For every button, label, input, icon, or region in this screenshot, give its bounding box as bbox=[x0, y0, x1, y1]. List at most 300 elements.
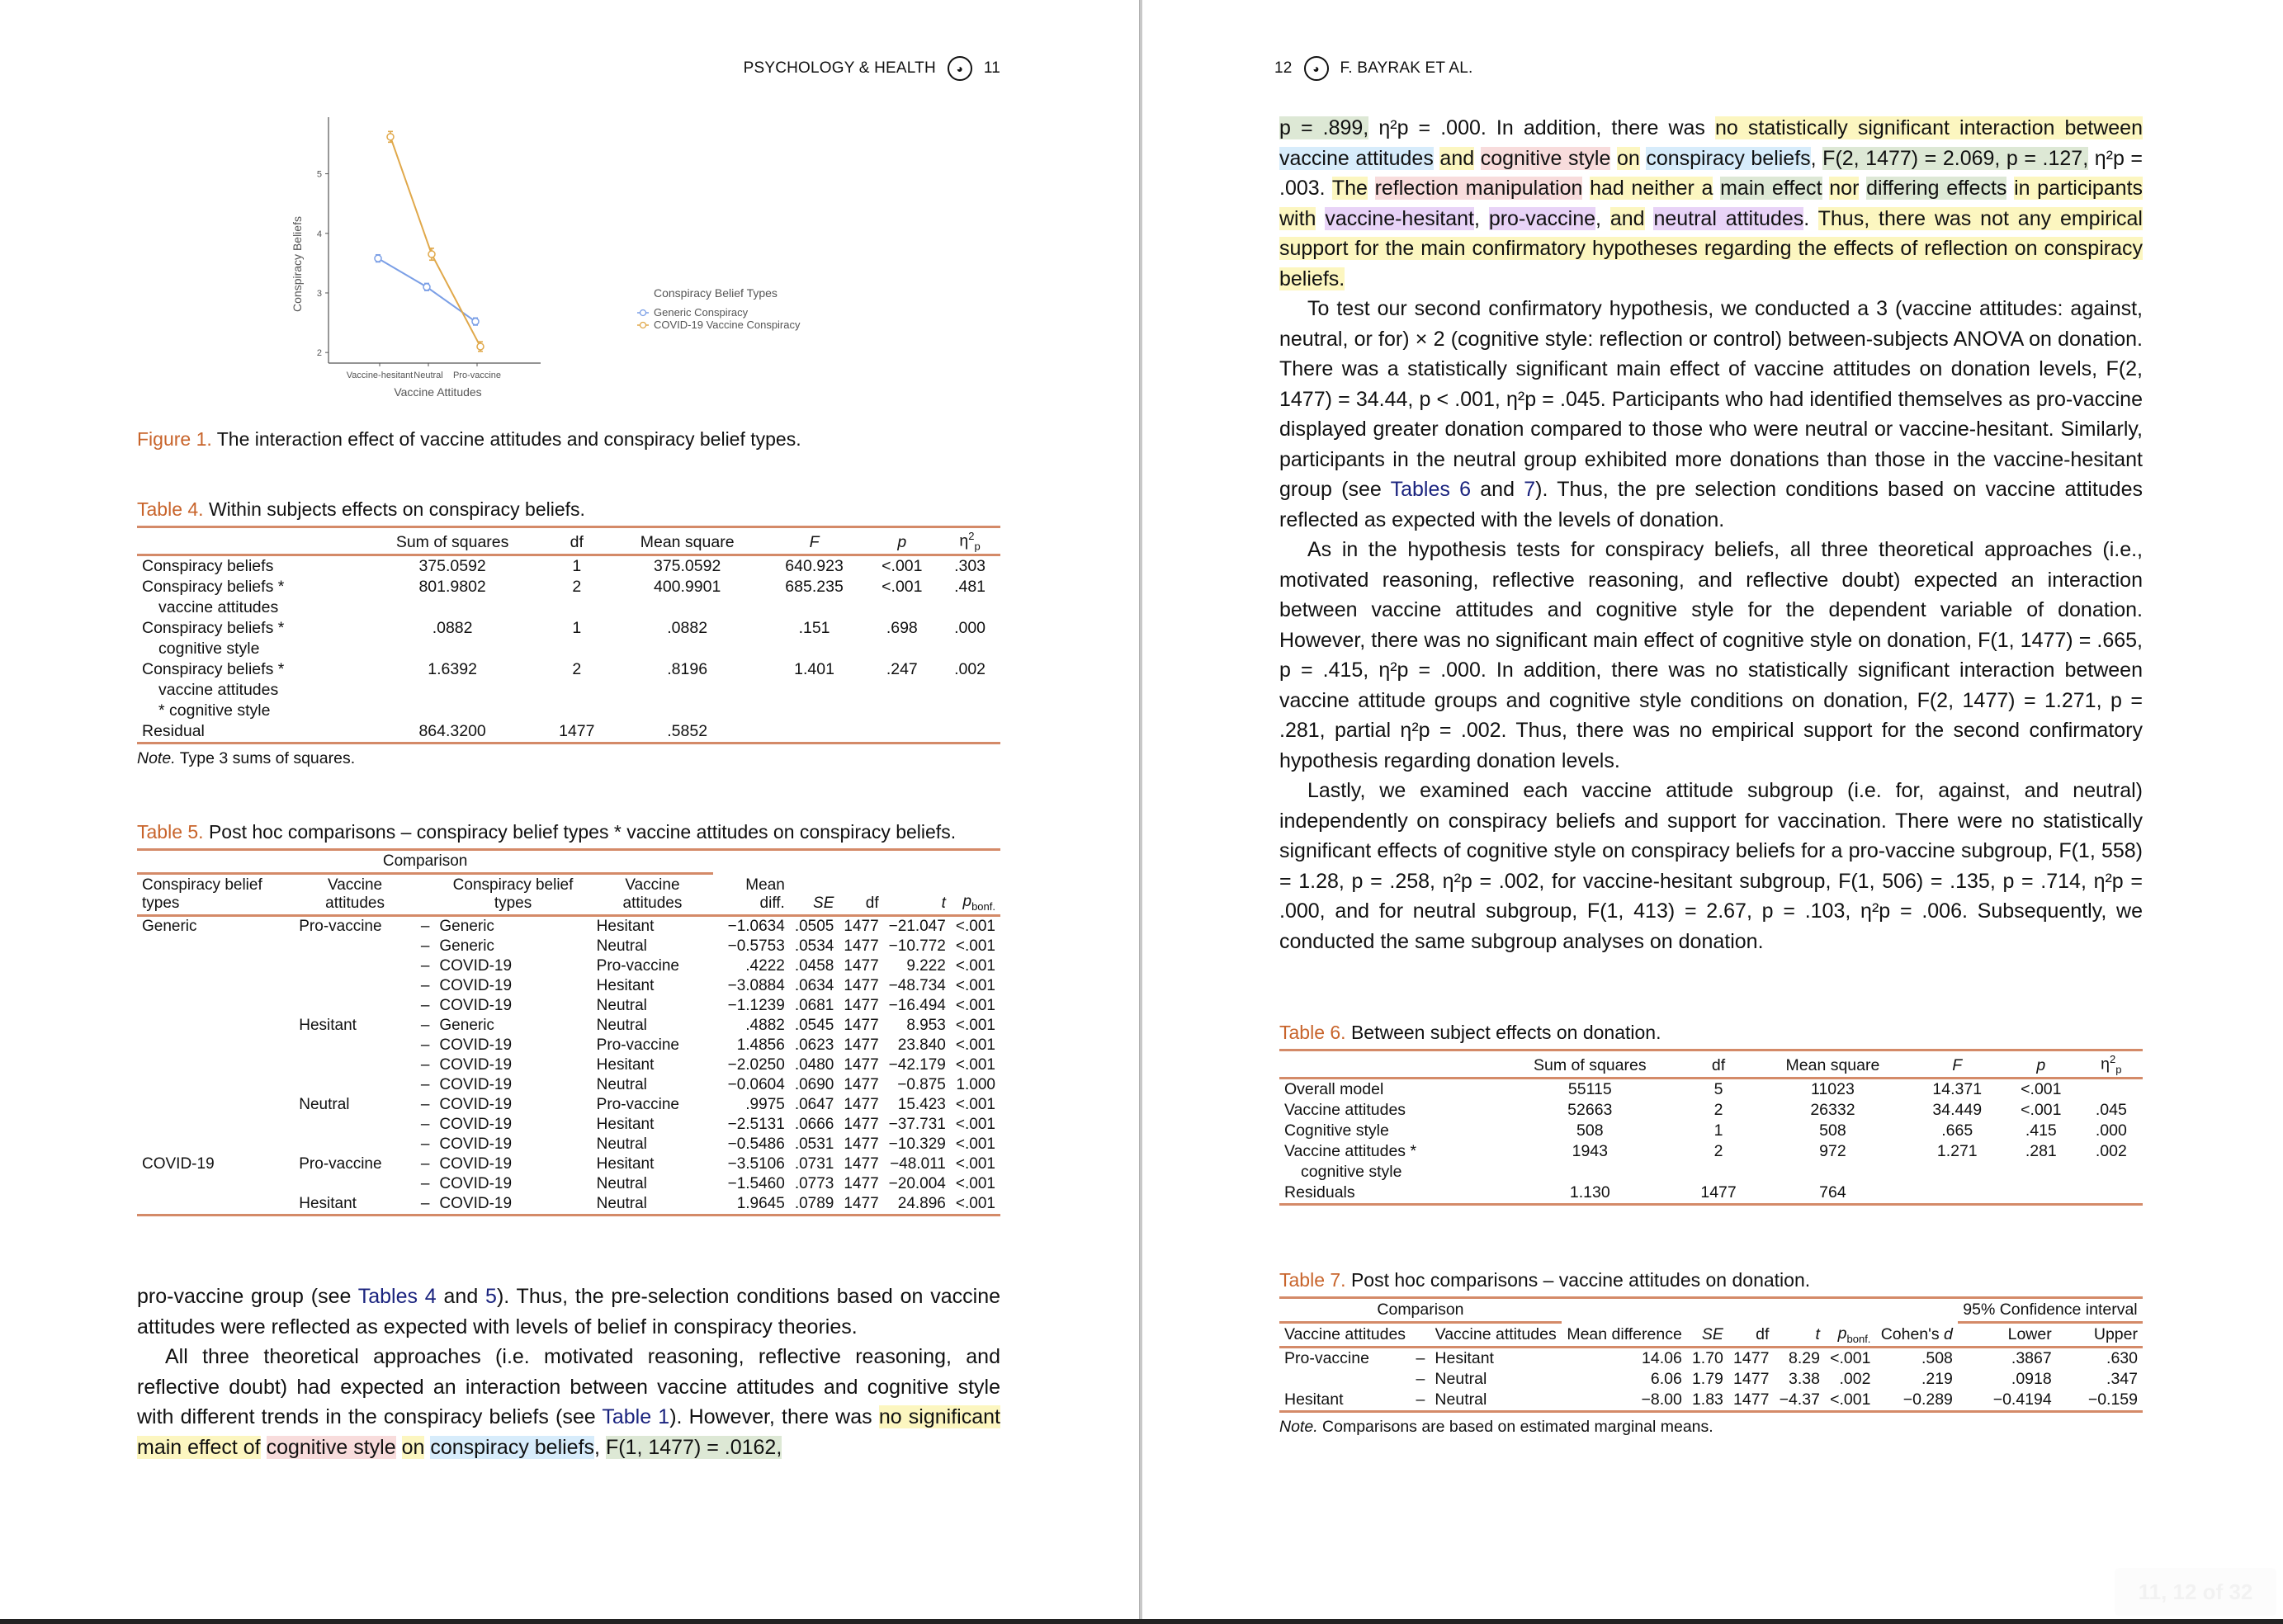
table-cell: −48.734 bbox=[888, 977, 946, 994]
table-cell: .281 bbox=[2025, 1142, 2057, 1161]
legend-entry: Generic Conspiracy bbox=[654, 306, 749, 319]
table-cell: 1.83 bbox=[1691, 1390, 1723, 1409]
table-cell: 1.000 bbox=[956, 1076, 995, 1093]
highlight-yellow[interactable]: nor bbox=[1829, 177, 1860, 200]
table-cell: – bbox=[420, 957, 430, 975]
table-cell: .0681 bbox=[794, 997, 834, 1014]
table-cell: Pro-vaccine bbox=[299, 918, 382, 935]
row-label: cognitive style bbox=[1301, 1163, 1402, 1182]
highlight-green[interactable]: F(2, 1477) = 2.069, p = .127, bbox=[1822, 146, 2089, 170]
column-header bbox=[1279, 1050, 1496, 1079]
table-cell: 14.371 bbox=[1932, 1080, 1983, 1099]
table-cell bbox=[137, 1095, 294, 1115]
table-5 bbox=[137, 821, 1000, 1216]
row-label: Cognitive style bbox=[1284, 1121, 1389, 1140]
data-point bbox=[472, 319, 479, 325]
column-header: Mean square bbox=[640, 533, 735, 552]
table-6-label: Table 6. bbox=[1279, 1022, 1346, 1043]
table-cell: 1477 bbox=[844, 1195, 879, 1212]
table-row bbox=[137, 976, 1000, 996]
table-row bbox=[137, 577, 1000, 597]
highlight-red[interactable]: cognitive style bbox=[266, 1435, 396, 1459]
table-cell: .3867 bbox=[2011, 1349, 2052, 1368]
link-tables-6[interactable]: Tables 6 bbox=[1390, 478, 1472, 501]
table-cell: 55115 bbox=[1567, 1080, 1612, 1099]
table-cell bbox=[362, 639, 543, 659]
y-tick-label: 3 bbox=[316, 288, 322, 299]
table-cell: 1477 bbox=[844, 1036, 879, 1054]
ci-group-header: 95% Confidence interval bbox=[1958, 1298, 2143, 1323]
comparison-group-header: Comparison bbox=[137, 850, 713, 874]
paragraph: To test our second confirmatory hypothesis, we conducted a 3 (vaccine attitudes: against, neutral, or for) × 2 (cognitive style: reflection or control) between-subjects ANOVA on donation. There was a statistically significant main effect of vaccine attitudes on donation levels, F(2, 1477) = 34.44, p < .001, η²p = .045. Participants who had identified themselves as pro-vaccine displayed greater donation compared to those who were neutral or vaccine-hesitant. Similarly, participants in the neutral group exhibited more donations than those in the vaccine-hesitant group (see Tables 6 and 7). Thus, the pre selection conditions based on vaccine attitudes reflected as expected with the levels of donation. bbox=[1279, 297, 2143, 531]
table-cell: .630 bbox=[2106, 1349, 2138, 1368]
table-cell: −0.875 bbox=[897, 1076, 946, 1093]
table-cell: 11023 bbox=[1811, 1080, 1855, 1099]
table-cell: 1477 bbox=[844, 1056, 879, 1074]
table-cell: −3.0884 bbox=[727, 977, 785, 994]
page-number: 12 bbox=[1274, 59, 1293, 77]
data-point bbox=[375, 255, 381, 262]
table-6-grid bbox=[1279, 1049, 2143, 1206]
table-cell bbox=[294, 937, 416, 956]
legend-swatch-point bbox=[640, 310, 646, 316]
table-cell: 5 bbox=[1713, 1080, 1723, 1099]
highlight-purple[interactable]: pro-vaccine bbox=[1488, 206, 1596, 230]
table-cell: .0505 bbox=[794, 918, 834, 935]
table-cell bbox=[137, 1174, 294, 1194]
table-row bbox=[1279, 1369, 2143, 1390]
table-cell: .9975 bbox=[745, 1096, 785, 1113]
column-header: SE bbox=[813, 895, 834, 912]
legend-swatch-point bbox=[640, 323, 646, 328]
table-cell: – bbox=[420, 1017, 430, 1034]
highlight-blue[interactable]: conspiracy beliefs bbox=[430, 1435, 595, 1459]
table-row bbox=[137, 618, 1000, 639]
table-cell: 8.29 bbox=[1788, 1349, 1820, 1368]
highlight-yellow[interactable]: Thus, there was not any empirical support for the main confirmatory hypotheses regarding the effects of reflection on conspiracy beliefs. bbox=[1279, 206, 2143, 290]
table-cell: COVID-19 bbox=[439, 997, 513, 1014]
table-cell bbox=[137, 1115, 294, 1135]
x-tick-label: Vaccine-hesitant bbox=[346, 371, 414, 380]
table-cell: 1477 bbox=[844, 957, 879, 975]
table-cell: 1.271 bbox=[1936, 1142, 1978, 1161]
row-label: Vaccine attitudes * bbox=[1284, 1142, 1417, 1161]
table-cell: Neutral bbox=[596, 1076, 647, 1093]
table-cell: Neutral bbox=[1435, 1370, 1487, 1389]
column-header: Upper bbox=[2093, 1325, 2138, 1344]
table-cell: .0634 bbox=[794, 977, 834, 994]
link-table-5[interactable]: 5 bbox=[485, 1285, 497, 1308]
column-header: df bbox=[865, 895, 879, 912]
table-cell bbox=[764, 597, 865, 618]
table-cell: Neutral bbox=[596, 937, 647, 955]
table-cell: 26332 bbox=[1810, 1101, 1855, 1120]
table-cell bbox=[2080, 1079, 2143, 1101]
highlight-yellow[interactable]: no statistically significant interaction between bbox=[1715, 116, 2143, 139]
column-header: $p_{bonf.}$ bbox=[1837, 1324, 1871, 1345]
table-cell: −42.179 bbox=[888, 1056, 946, 1074]
column-header: p bbox=[2036, 1056, 2046, 1075]
table-cell: −4.37 bbox=[1779, 1390, 1820, 1409]
highlight-yellow[interactable]: on bbox=[401, 1435, 425, 1459]
table-cell: COVID-19 bbox=[439, 1135, 513, 1153]
table-cell bbox=[137, 1036, 294, 1055]
highlight-yellow[interactable]: The bbox=[1331, 177, 1368, 200]
row-label: vaccine attitudes bbox=[158, 598, 279, 617]
paragraph: As in the hypothesis tests for conspiracy beliefs, all three theoretical approaches (i.e., motivated reasoning, reflective reasoning, and reflective doubt) expected an interaction between vaccine attitudes and cognitive style for the dependent variable of donation. However, there was no significant main effect of cognitive style on donation, F(1, 1477) = .665, p = .415, η²p = .000. In addition, there was no statistically significant interaction between vaccine attitude groups and cognitive style conditions on donation, F(2, 1477) = 1.271, p = .281, partial η²p = .002. Thus, there was no empirical support for the second confirmatory hypothesis regarding donation levels. bbox=[1279, 538, 2143, 772]
table-cell: .0623 bbox=[794, 1036, 834, 1054]
row-label: vaccine attitudes bbox=[158, 681, 279, 700]
table-cell: .045 bbox=[2095, 1101, 2127, 1120]
highlight-blue[interactable]: conspiracy beliefs bbox=[1646, 146, 1811, 170]
table-cell: 1.70 bbox=[1691, 1349, 1723, 1368]
table-cell: Neutral bbox=[596, 997, 647, 1014]
highlight-yellow[interactable]: and bbox=[1609, 206, 1645, 230]
y-tick-label: 4 bbox=[316, 229, 322, 239]
table-row bbox=[137, 555, 1000, 578]
table-5-title: Post hoc comparisons – conspiracy belief types * vaccine attitudes on conspiracy beliefs. bbox=[208, 821, 957, 843]
table-5-label: Table 5. bbox=[137, 821, 204, 843]
table-row bbox=[137, 680, 1000, 701]
table-cell: .0480 bbox=[794, 1056, 834, 1074]
table-cell: −10.329 bbox=[888, 1135, 946, 1153]
table-cell: .151 bbox=[798, 619, 830, 638]
table-cell: .0647 bbox=[794, 1096, 834, 1113]
table-cell: 1477 bbox=[1733, 1390, 1770, 1409]
highlight-yellow[interactable]: and bbox=[1439, 146, 1475, 170]
table-cell bbox=[1496, 1162, 1684, 1183]
table-cell: – bbox=[1416, 1349, 1425, 1368]
highlight-blue[interactable]: vaccine attitudes bbox=[1279, 146, 1434, 170]
table-cell bbox=[137, 1075, 294, 1095]
table-cell: COVID-19 bbox=[439, 1116, 513, 1133]
table-cell: 1477 bbox=[844, 1135, 879, 1153]
table-cell: <.001 bbox=[955, 1036, 995, 1054]
highlight-green[interactable]: F(1, 1477) = .0162, bbox=[605, 1435, 782, 1459]
table-4-note bbox=[137, 749, 1000, 768]
table-cell: −1.0634 bbox=[727, 918, 785, 935]
table-cell: <.001 bbox=[955, 1195, 995, 1212]
table-cell: 3.38 bbox=[1788, 1370, 1820, 1389]
table-cell: 1477 bbox=[844, 1175, 879, 1192]
column-header bbox=[416, 874, 435, 916]
table-cell bbox=[137, 1055, 294, 1075]
table-cell: – bbox=[420, 1155, 430, 1173]
left-body-text bbox=[137, 1282, 1000, 1462]
row-label: Residual bbox=[142, 722, 205, 741]
row-label: * cognitive style bbox=[158, 701, 271, 720]
table-cell: .0789 bbox=[794, 1195, 834, 1212]
highlight-green[interactable]: main effect bbox=[1720, 177, 1822, 200]
column-header: t bbox=[941, 895, 946, 912]
table-cell: Hesitant bbox=[596, 1116, 655, 1133]
table-row bbox=[137, 996, 1000, 1016]
table-cell: Hesitant bbox=[299, 1017, 357, 1034]
column-header: t bbox=[1815, 1325, 1820, 1344]
table-cell: .0534 bbox=[794, 937, 834, 955]
table-row bbox=[137, 1095, 1000, 1115]
highlight-yellow[interactable]: in participants with bbox=[1279, 177, 2144, 230]
table-cell: −2.5131 bbox=[727, 1116, 785, 1133]
table-cell: COVID-19 bbox=[439, 977, 513, 994]
y-tick-label: 2 bbox=[316, 348, 322, 359]
table-cell: 15.423 bbox=[897, 1096, 946, 1113]
table-cell: <.001 bbox=[955, 1096, 995, 1113]
table-cell: .8196 bbox=[667, 660, 708, 679]
table-row bbox=[137, 1115, 1000, 1135]
column-header: Mean difference bbox=[1567, 1325, 1682, 1344]
table-cell: .002 bbox=[2095, 1142, 2127, 1161]
table-cell: – bbox=[420, 1175, 430, 1192]
link-tables-4[interactable]: Tables 4 bbox=[357, 1285, 437, 1308]
x-tick-label: Pro-vaccine bbox=[452, 371, 502, 380]
column-header: SE bbox=[1701, 1325, 1723, 1344]
table-cell: Hesitant bbox=[1284, 1390, 1344, 1409]
table-cell: 1477 bbox=[844, 997, 879, 1014]
table-cell: Pro-vaccine bbox=[596, 957, 679, 975]
column-header: df bbox=[570, 533, 584, 552]
table-cell: .0882 bbox=[667, 619, 708, 638]
table-cell: COVID-19 bbox=[439, 957, 513, 975]
table-row bbox=[137, 1154, 1000, 1174]
column-header: df bbox=[1756, 1325, 1770, 1344]
table-cell bbox=[294, 976, 416, 996]
highlight-yellow[interactable]: had neither a bbox=[1590, 177, 1713, 200]
table-cell: <.001 bbox=[955, 957, 995, 975]
window-bottom-edge bbox=[0, 1619, 2283, 1624]
table-cell: 1.79 bbox=[1691, 1370, 1723, 1389]
column-header: Mean square bbox=[1785, 1056, 1880, 1075]
table-cell: – bbox=[420, 977, 430, 994]
highlight-yellow[interactable]: no significant main effect of bbox=[137, 1405, 1000, 1459]
table-row bbox=[1279, 1162, 2143, 1183]
table-cell: .508 bbox=[1921, 1349, 1953, 1368]
table-cell bbox=[362, 680, 543, 701]
table-cell: −16.494 bbox=[888, 997, 946, 1014]
highlight-purple[interactable]: vaccine-hesitant bbox=[1325, 206, 1474, 230]
table-cell: 801.9802 bbox=[418, 578, 486, 597]
table-cell: .698 bbox=[886, 619, 918, 638]
paragraph: pro-vaccine group (see Tables 4 and 5). Thus, the pre-selection conditions based on vaccine attitudes were reflected as expected with levels of belief in conspiracy theories. bbox=[137, 1285, 1001, 1338]
table-row bbox=[137, 1135, 1000, 1154]
table-6 bbox=[1279, 1022, 2143, 1206]
x-axis-title: Vaccine Attitudes bbox=[394, 385, 482, 399]
table-cell: <.001 bbox=[955, 977, 995, 994]
column-header: df bbox=[1711, 1056, 1726, 1075]
table-cell: 1 bbox=[572, 619, 582, 638]
table-cell: 972 bbox=[1819, 1142, 1846, 1161]
table-cell: <.001 bbox=[955, 1116, 995, 1133]
table-cell: −1.5460 bbox=[727, 1175, 785, 1192]
table-cell: – bbox=[420, 1096, 430, 1113]
table-row bbox=[137, 937, 1000, 956]
table-cell: 864.3200 bbox=[418, 722, 486, 741]
table-row bbox=[137, 1036, 1000, 1055]
row-label: Conspiracy beliefs * bbox=[142, 619, 285, 638]
table-cell: Neutral bbox=[596, 1017, 647, 1034]
table-cell: Pro-vaccine bbox=[1284, 1349, 1369, 1368]
table-cell: .347 bbox=[2106, 1370, 2138, 1389]
note-label: Note. bbox=[1279, 1418, 1318, 1437]
table-cell: Hesitant bbox=[299, 1195, 357, 1212]
highlight-red[interactable]: cognitive style bbox=[1480, 146, 1611, 170]
table-cell bbox=[611, 680, 764, 701]
column-header: Cohen's d bbox=[1880, 1325, 1953, 1344]
highlight-green[interactable]: p = .899, bbox=[1279, 116, 1369, 139]
table-cell: 400.9901 bbox=[653, 578, 721, 597]
table-row bbox=[137, 1055, 1000, 1075]
table-cell: Hesitant bbox=[596, 918, 655, 935]
table-cell: 1477 bbox=[1700, 1183, 1737, 1202]
table-cell: 508 bbox=[1819, 1121, 1846, 1140]
table-cell: −0.5753 bbox=[727, 937, 785, 955]
table-cell: 1477 bbox=[844, 977, 879, 994]
table-cell: −0.4194 bbox=[1992, 1390, 2052, 1409]
table-cell bbox=[137, 976, 294, 996]
table-cell bbox=[137, 996, 294, 1016]
table-cell bbox=[137, 1135, 294, 1154]
table-cell bbox=[939, 639, 1000, 659]
table-cell bbox=[865, 701, 940, 721]
table-cell: .415 bbox=[2025, 1121, 2057, 1140]
table-cell: Generic bbox=[439, 937, 494, 955]
highlight-green[interactable]: differing effects bbox=[1866, 177, 2007, 200]
comparison-group-header: Comparison bbox=[1279, 1298, 1562, 1323]
table-cell: −3.5106 bbox=[727, 1155, 785, 1173]
table-row bbox=[137, 701, 1000, 721]
table-cell bbox=[543, 639, 611, 659]
table-cell bbox=[865, 721, 940, 744]
column-header: $\eta^2_p$ bbox=[2101, 1053, 2122, 1076]
table-cell: Pro-vaccine bbox=[596, 1036, 679, 1054]
column-header: Vaccine attitudes bbox=[1435, 1325, 1557, 1344]
table-cell: .4222 bbox=[745, 957, 785, 975]
table-5-caption bbox=[137, 821, 1000, 843]
table-cell: – bbox=[1416, 1370, 1425, 1389]
legend-entry: COVID-19 Vaccine Conspiracy bbox=[654, 319, 801, 331]
table-4 bbox=[137, 498, 1000, 768]
table-6-title: Between subject effects on donation. bbox=[1350, 1022, 1661, 1043]
table-cell: 1477 bbox=[844, 918, 879, 935]
table-5-grid bbox=[137, 848, 1000, 1216]
table-cell: 23.840 bbox=[897, 1036, 946, 1054]
table-cell bbox=[939, 701, 1000, 721]
highlight-red[interactable]: reflection manipulation bbox=[1374, 177, 1583, 200]
table-cell: COVID-19 bbox=[439, 1056, 513, 1074]
table-cell bbox=[2080, 1162, 2143, 1183]
table-cell: 375.0592 bbox=[653, 557, 721, 576]
table-cell: 1.130 bbox=[1569, 1183, 1610, 1202]
table-cell bbox=[137, 1194, 294, 1216]
table-cell: – bbox=[420, 1076, 430, 1093]
table-cell: 764 bbox=[1819, 1183, 1846, 1202]
table-7-title: Post hoc comparisons – vaccine attitudes on donation. bbox=[1350, 1269, 1811, 1291]
table-row bbox=[1279, 1079, 2143, 1101]
row-label: Residuals bbox=[1284, 1183, 1355, 1202]
table-cell bbox=[1279, 1369, 1411, 1390]
table-cell: – bbox=[420, 1195, 430, 1212]
table-cell: Hesitant bbox=[1435, 1349, 1494, 1368]
column-header: Mean diff. bbox=[745, 876, 785, 912]
table-cell: .303 bbox=[954, 557, 986, 576]
table-cell: 1.401 bbox=[794, 660, 834, 679]
highlight-purple[interactable]: neutral attitudes bbox=[1653, 206, 1804, 230]
column-header: Sum of squares bbox=[395, 533, 509, 552]
data-point bbox=[423, 284, 430, 290]
table-cell: <.001 bbox=[2021, 1080, 2062, 1099]
table-cell: 1477 bbox=[844, 1155, 879, 1173]
interaction-line-chart bbox=[132, 99, 999, 421]
table-cell: 1 bbox=[1713, 1121, 1723, 1140]
table-cell: 52663 bbox=[1567, 1101, 1613, 1120]
table-cell: Pro-vaccine bbox=[299, 1155, 382, 1173]
column-header: Vaccine attitudes bbox=[325, 876, 385, 912]
link-table-7[interactable]: 7 bbox=[1524, 478, 1536, 501]
author-running-head: F. BAYRAK ET AL. bbox=[1340, 59, 1473, 77]
page-12 bbox=[1142, 0, 2283, 1619]
table-cell: COVID-19 bbox=[439, 1175, 513, 1192]
table-cell: – bbox=[1416, 1390, 1425, 1409]
table-row bbox=[137, 1016, 1000, 1036]
column-header: $p_{bonf.}$ bbox=[962, 893, 995, 913]
table-row bbox=[1279, 1121, 2143, 1141]
table-cell: <.001 bbox=[955, 1017, 995, 1034]
table-row bbox=[1279, 1390, 2143, 1412]
table-cell: <.001 bbox=[1830, 1349, 1871, 1368]
table-cell: Generic bbox=[439, 918, 494, 935]
table-cell: 2 bbox=[1713, 1101, 1723, 1120]
table-cell: .481 bbox=[954, 578, 986, 597]
column-header: Sum of squares bbox=[1534, 1056, 1647, 1075]
paragraph: Lastly, we examined each vaccine attitude subgroup (i.e. for, against, and neutral) independently on conspiracy beliefs and support for vaccination. There were no statistically significant effects of cognitive style on conspiracy beliefs for a pro-vaccine subgroup, F(1, 558) = 1.28, p = .258, η²p = .002, for vaccine-hesitant subgroup, F(1, 506) = .135, p = .714, η²p = .000, and for neutral subgroup, F(1, 413) = 2.67, p = .103, η²p = .006. Subsequently, we conducted the same subgroup analyses on donation. bbox=[1279, 779, 2143, 953]
table-cell: 1477 bbox=[844, 1116, 879, 1133]
highlight-yellow[interactable]: on bbox=[1616, 146, 1640, 170]
table-cell bbox=[611, 597, 764, 618]
table-row bbox=[137, 1174, 1000, 1194]
table-cell: <.001 bbox=[882, 557, 923, 576]
column-header: F bbox=[809, 533, 820, 552]
table-row bbox=[137, 639, 1000, 659]
table-cell: .0773 bbox=[794, 1175, 834, 1192]
table-cell: −21.047 bbox=[888, 918, 946, 935]
table-cell bbox=[611, 701, 764, 721]
table-cell: – bbox=[420, 1116, 430, 1133]
table-cell bbox=[764, 701, 865, 721]
table-cell: – bbox=[420, 997, 430, 1014]
paragraph: All three theoretical approaches (i.e. motivated reasoning, reflective reasoning, and reflective doubt) had expected an interaction between vaccine attitudes and cognitive style with different trends in the conspiracy beliefs (see Table 1). However, there was no significant main effect of cognitive style on conspiracy beliefs, F(1, 1477) = .0162, bbox=[137, 1345, 1000, 1459]
table-cell: .219 bbox=[1921, 1370, 1953, 1389]
table-cell bbox=[362, 597, 543, 618]
table-cell: <.001 bbox=[955, 1056, 995, 1074]
table-cell bbox=[294, 1075, 416, 1095]
table-cell: Neutral bbox=[596, 1135, 647, 1153]
table-4-grid bbox=[137, 526, 1000, 744]
row-label: Conspiracy beliefs bbox=[142, 557, 274, 576]
table-7-label: Table 7. bbox=[1279, 1269, 1346, 1291]
table-cell: 508 bbox=[1576, 1121, 1604, 1140]
table-cell bbox=[137, 956, 294, 976]
column-header bbox=[1411, 1323, 1430, 1348]
column-header: Lower bbox=[2007, 1325, 2052, 1344]
column-header: p bbox=[897, 533, 907, 552]
table-row bbox=[1279, 1100, 2143, 1121]
table-cell: 1477 bbox=[1733, 1370, 1770, 1389]
running-head bbox=[1274, 56, 1472, 81]
running-head bbox=[744, 56, 1000, 81]
table-cell: – bbox=[420, 918, 430, 935]
link-table-1[interactable]: Table 1 bbox=[602, 1405, 670, 1428]
journal-title: PSYCHOLOGY & HEALTH bbox=[743, 59, 936, 77]
